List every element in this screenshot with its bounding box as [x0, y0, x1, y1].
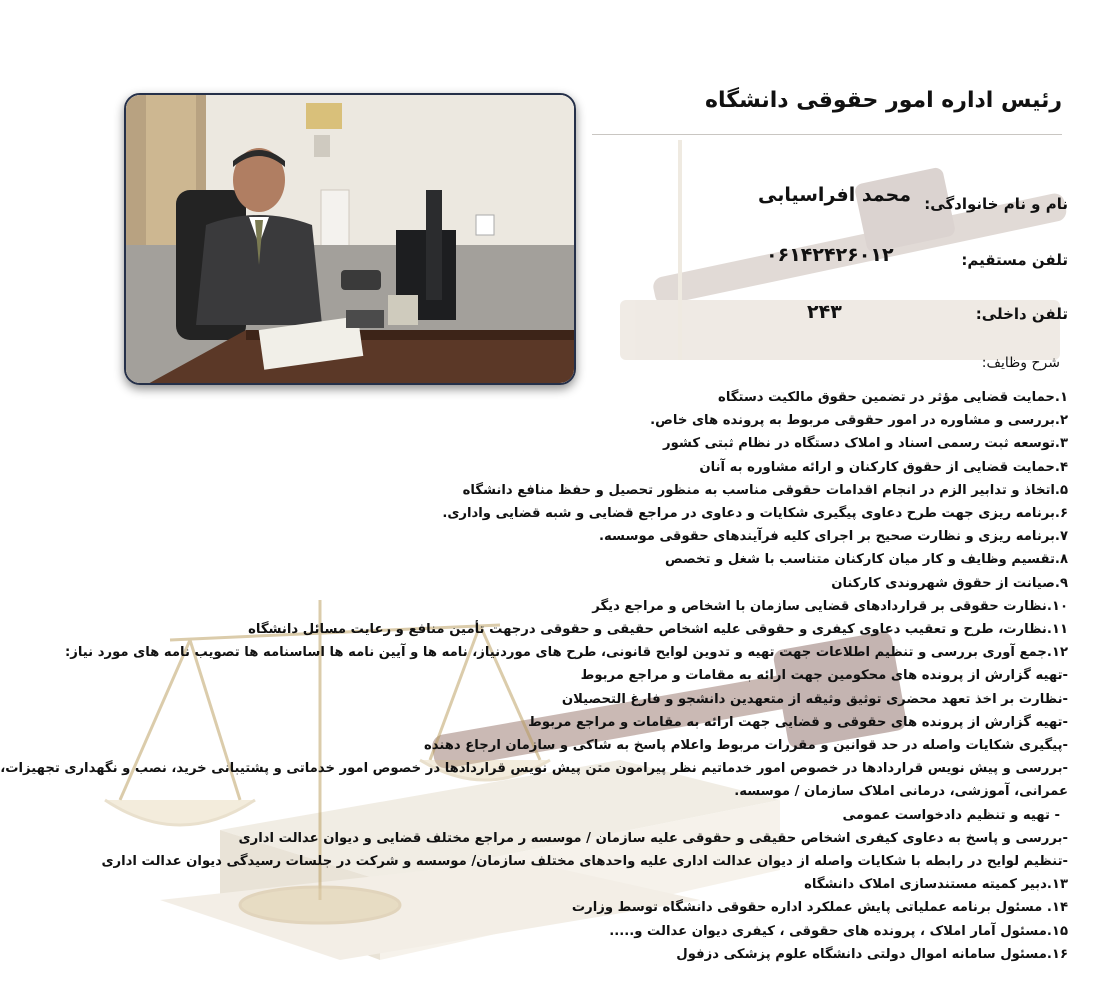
duty-subitem: -تنظیم لوایح در رابطه با شکایات واصله از دیوان عدالت اداری علیه واحدهای مختلف سازمان/ موسسه و شرکت در جلسات رسیدگی دیوان عدالت اداری	[101, 854, 1068, 870]
duty-subitem: -تهیه گزارش از پرونده های حقوقی و قضایی جهت ارائه به مقامات و مراجع مربوط	[528, 714, 1068, 730]
duty-item: ۵.اتخاذ و تدابیر الزم در انجام اقدامات حقوقی مناسب به منظور تحصیل و حفظ منافع دانشگاه	[462, 482, 1068, 498]
phone-label: تلفن مستقیم:	[961, 251, 1068, 269]
duty-item: ۱۶.مسئول سامانه اموال دولتی دانشگاه علوم پزشکی دزفول	[676, 946, 1068, 962]
duty-item: ۱۲.جمع آوری بررسی و تنظیم اطلاعات جهت تهیه و تدوین لوایح قانونی، طرح های موردنیاز، نامه ها و آیین نامه ها اساسنامه ها تصویب نامه های مورد نیاز:	[64, 645, 1068, 661]
duty-item: ۳.توسعه ثبت رسمی اسناد و املاک دستگاه در نظام ثبتی کشور	[663, 436, 1068, 452]
phone-row	[961, 250, 1068, 269]
duty-item: ۸.تقسیم وظایف و کار میان کارکنان متناسب با شغل و تخصص	[665, 552, 1068, 568]
duty-item: ۶.برنامه ریزی جهت طرح دعاوی پیگیری شکایات و دعاوی در مراجع قضایی و شبه قضایی واداری.	[442, 506, 1068, 522]
duty-item: ۴.حمایت قضایی از حقوق کارکنان و ارائه مشاوره به آنان	[699, 459, 1068, 475]
duty-subitem: -پیگیری شکایات واصله در حد قوانین و مقررات مربوط واعلام پاسخ به شاکی و سازمان ارجاع دهنده	[423, 738, 1068, 754]
duties-list	[0, 386, 1068, 966]
duty-subitem: -بررسی و پیش نویس قراردادها در خصوص امور خدماتیم نظر پیرامون متن پیش نویس قراردادها در خصوص امور خدماتی و پشتیبانی خرید، نصب و نگهداری تجهیزات، عمرانی، آموزشی، درمانی املاک سازمان / موسسه.	[0, 761, 1068, 800]
duty-subitem: -تهیه گزارش از پرونده های محکومین جهت ارائه به مقامات و مراجع مربوط	[580, 668, 1068, 684]
duty-item: ۲.بررسی و مشاوره در امور حقوقی مربوط به پرونده های خاص.	[650, 413, 1068, 429]
extension-label: تلفن داخلی:	[975, 305, 1068, 323]
duty-subitem: -نظارت بر اخذ تعهد محضری توثیق وثیقه از متعهدین دانشجو و فارغ التحصیلان	[561, 691, 1068, 707]
phone-value: ۰۶۱۴۲۴۲۶۰۱۲	[766, 244, 894, 266]
page-title: رئیس اداره امور حقوقی دانشگاه	[705, 88, 1062, 113]
duty-item: ۱۵.مسئول آمار املاک ، پرونده های حقوقی ، کیفری دیوان عدالت و.....	[609, 923, 1068, 939]
duty-item: ۷.برنامه ریزی و نظارت صحیح بر اجرای کلیه فرآیندهای حقوقی موسسه.	[599, 529, 1068, 545]
duty-subitem: -بررسی و پاسخ به دعاوی کیفری اشخاص حقیقی و حقوقی علیه سازمان / موسسه ر مراجع مختلف قضایی و دیوان عدالت اداری	[238, 830, 1068, 846]
name-row	[924, 194, 1068, 213]
duties-heading: شرح وظایف:	[981, 355, 1060, 371]
duty-item: ۹.صیانت از حقوق شهروندی کارکنان	[831, 575, 1068, 591]
duty-item: ۱۳.دبیر کمیته مستندسازی املاک دانشگاه	[804, 877, 1068, 893]
duty-item: ۱.حمایت قضایی مؤثر در تضمین حقوق مالکیت دستگاه	[718, 390, 1068, 405]
name-label: نام و نام خانوادگی:	[924, 195, 1068, 213]
duty-item: ۱۴. مسئول برنامه عملیاتی پایش عملکرد اداره حقوقی دانشگاه توسط وزارت	[571, 900, 1068, 916]
profile-photo	[124, 93, 576, 385]
name-value: محمد افراسیابی	[758, 184, 912, 206]
duty-item: ۱۱.نظارت، طرح و تعقیب دعاوی کیفری و حقوقی علیه اشخاص حقیقی و حقوقی درجهت تأمین منافع و رعایت مسائل دانشگاه	[248, 622, 1068, 638]
extension-row	[976, 304, 1068, 323]
title-divider	[592, 134, 1062, 135]
extension-value: ۲۴۳	[807, 301, 842, 323]
duty-subitem: - تهیه و تنظیم دادخواست عمومی	[842, 807, 1060, 823]
duty-item: ۱۰.نظارت حقوقی بر قراردادهای قضایی سازمان با اشخاص و مراجع دیگر	[592, 598, 1068, 614]
